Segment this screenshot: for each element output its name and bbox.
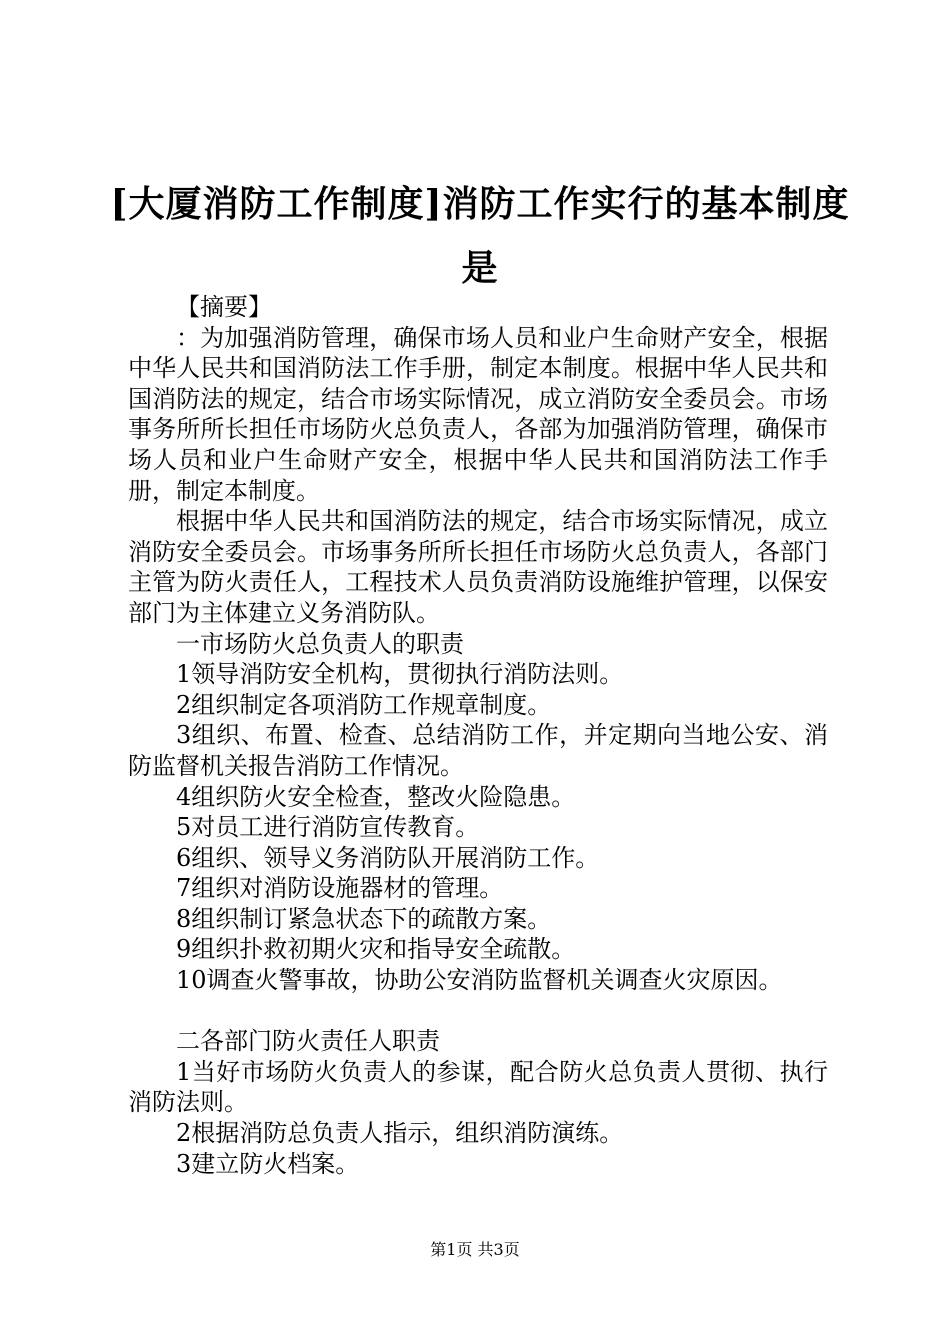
list-item: 3组织、布置、检查、总结消防工作，并定期向当地公安、消防监督机关报告消防工作情况。 bbox=[128, 721, 828, 780]
document-title-line-1: [大厦消防工作制度]消防工作实行的基本制度 bbox=[110, 183, 850, 225]
list-item: 9组织扑救初期火灾和指导安全疏散。 bbox=[176, 935, 576, 964]
abstract-heading: 【摘要】 bbox=[176, 293, 272, 321]
list-item: 7组织对消防设施器材的管理。 bbox=[176, 874, 504, 903]
abstract-paragraph: ：为加强消防管理，确保市场人员和业户生命财产安全，根据中华人民共和国消防法工作手册，制定本制度。根据中华人民共和国消防法的规定，结合市场实际情况，成立消防安全委员会。市场事务所所长担任市场防火总负责人，各部为加强消防管理，确保市场人员和业户生命财产安全，根据中华人民共和国消防法工作手册，制定本制度。 bbox=[128, 323, 828, 505]
list-item: 2组织制定各项消防工作规章制度。 bbox=[176, 690, 552, 719]
list-item: 8组织制订紧急状态下的疏散方案。 bbox=[176, 904, 552, 933]
page-footer: 第1页 共3页 bbox=[430, 1240, 520, 1259]
document-body bbox=[128, 292, 828, 1179]
list-item: 6组织、领导义务消防队开展消防工作。 bbox=[176, 843, 600, 872]
list-item: 10调查火警事故，协助公安消防监督机关调查火灾原因。 bbox=[176, 966, 783, 995]
blank-line bbox=[128, 996, 828, 1027]
document-title-line-2: 是 bbox=[461, 247, 499, 289]
list-item: 3建立防火档案。 bbox=[176, 1149, 360, 1178]
body-paragraph: 根据中华人民共和国消防法的规定，结合市场实际情况，成立消防安全委员会。市场事务所所长担任市场防火总负责人，各部门主管为防火责任人，工程技术人员负责消防设施维护管理，以保安部门为主体建立义务消防队。 bbox=[128, 507, 828, 627]
list-item: 5对员工进行消防宣传教育。 bbox=[176, 813, 480, 842]
list-item: 1领导消防安全机构，贯彻执行消防法则。 bbox=[176, 660, 624, 689]
list-item: 2根据消防总负责人指示，组织消防演练。 bbox=[176, 1119, 624, 1148]
section-heading-1: 一市场防火总负责人的职责 bbox=[176, 629, 464, 658]
list-item: 1当好市场防火负责人的参谋，配合防火总负责人贯彻、执行消防法则。 bbox=[128, 1057, 828, 1117]
section-heading-2: 二各部门防火责任人职责 bbox=[176, 1027, 440, 1056]
list-item: 4组织防火安全检查，整改火险隐患。 bbox=[176, 782, 576, 811]
